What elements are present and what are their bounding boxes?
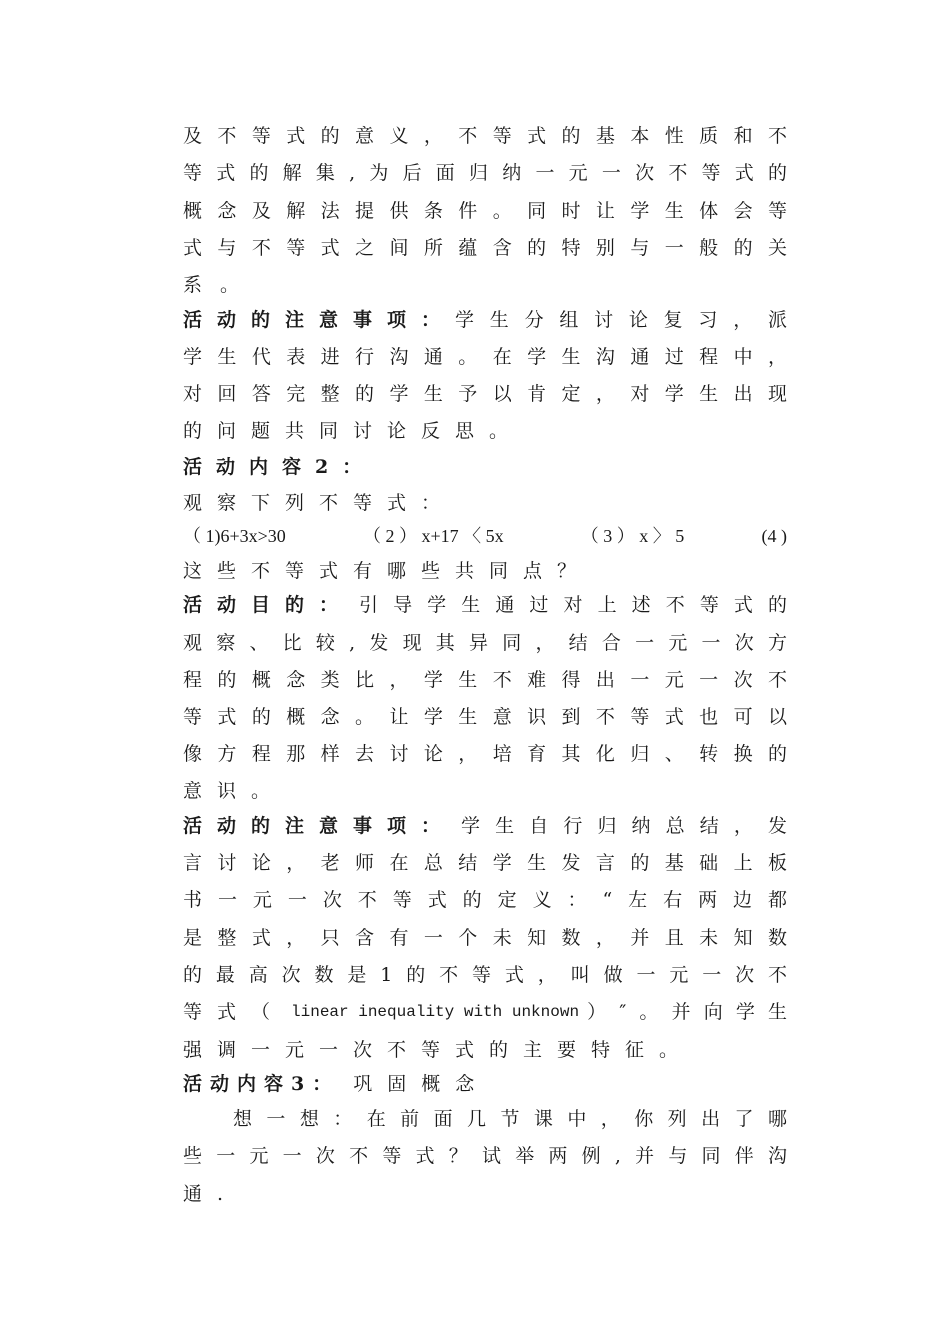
text-line — [183, 1069, 787, 1099]
text-line: 系。 — [183, 274, 258, 296]
text-line — [183, 305, 787, 335]
text-line: 言讨论，老师在总结学生发言的基础上板 — [183, 852, 787, 874]
section-text: 巩固概念 — [353, 1073, 490, 1095]
text-line: 学生代表进行沟通。在学生沟通过程中， — [183, 346, 787, 368]
text-segment: ）″。并向学生 — [587, 1001, 787, 1023]
text-line: 强调一元一次不等式的主要特征。 — [183, 1039, 694, 1061]
section-text: 学生自行归纳总结，发 — [461, 815, 787, 837]
section-heading: 活动的注意事项： — [183, 815, 456, 837]
section-heading: 活动的注意事项： — [183, 309, 456, 331]
text-line: 像方程那样去讨论，培育其化归、转换的 — [183, 743, 787, 765]
text-line: 通. — [183, 1183, 239, 1205]
section-heading: 活动内容3： — [183, 1073, 340, 1095]
text-line: 这些不等式有哪些共同点？ — [183, 560, 592, 582]
section-heading: 活动内容2： — [183, 456, 376, 478]
text-line: 等式的解集,为后面归纳一元一次不等式的 — [183, 162, 787, 184]
formula-item: （ 2 ） x+17 〈 5x — [362, 526, 504, 546]
formula-line — [183, 521, 787, 551]
text-line: 观察下列不等式： — [183, 492, 456, 514]
formula-item: （ 1)6+3x>30 — [183, 526, 286, 546]
formula-item: (4 ) — [761, 526, 787, 546]
text-line — [183, 811, 787, 841]
text-line: 的最高次数是1的不等式，叫做一元一次不 — [183, 964, 787, 986]
text-line: 等式的概念。让学生意识到不等式也可以 — [183, 706, 787, 728]
text-line: 书一元一次不等式的定义：“左右两边都 — [183, 889, 787, 911]
text-segment: 等式（ — [183, 1001, 286, 1023]
text-line: 对回答完整的学生予以肯定，对学生出现 — [183, 383, 787, 405]
formula-item: （ 3 ） x 〉 5 — [580, 526, 685, 546]
text-line: 观察、比较,发现其异同，结合一元一次方 — [183, 632, 787, 654]
text-line: 的问题共同讨论反思。 — [183, 420, 524, 442]
text-line: 程的概念类比，学生不难得出一元一次不 — [183, 669, 787, 691]
text-line: 式与不等式之间所蕴含的特别与一般的关 — [183, 237, 787, 259]
section-text: 学生分组讨论复习，派 — [455, 309, 787, 331]
text-line: 些一元一次不等式？试举两例,并与同伴沟 — [183, 1145, 787, 1167]
text-line: 是整式，只含有一个未知数，并且未知数 — [183, 927, 787, 949]
text-line — [183, 590, 787, 620]
section-heading: 活动目的： — [183, 594, 354, 616]
section-text: 引导学生通过对上述不等式的 — [359, 594, 787, 616]
english-term: linear inequality with unknown — [291, 1003, 580, 1021]
text-line: 想一想：在前面几节课中，你列出了哪 — [233, 1108, 787, 1130]
text-line — [183, 997, 787, 1027]
text-line: 概念及解法提供条件。同时让学生体会等 — [183, 200, 787, 222]
text-line: 及不等式的意义，不等式的基本性质和不 — [183, 125, 787, 147]
text-line: 意识。 — [183, 780, 286, 802]
